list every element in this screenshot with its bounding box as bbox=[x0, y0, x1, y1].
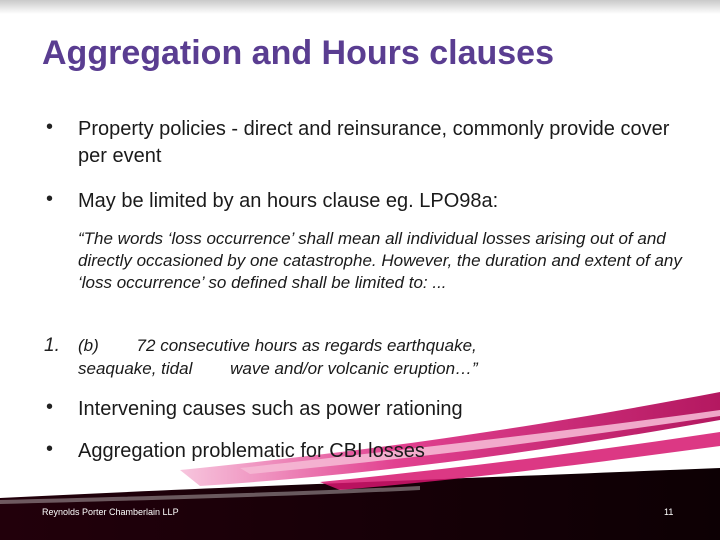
bullet-marker: • bbox=[46, 116, 54, 138]
bullet-text: Aggregation problematic for CBI losses bbox=[78, 440, 425, 462]
footer-firm-name: Reynolds Porter Chamberlain LLP bbox=[42, 507, 179, 517]
hours-clause-quote: “The words ‘loss occurrence’ shall mean all individual losses arising out of and directly occasioned by one catastrophe. However, the duration and extent of any ‘loss occurrence’ so defined shall be limited to: ... bbox=[78, 229, 682, 292]
numbered-line-2: seaquake, tidal wave and/or volcanic eruption…” bbox=[78, 359, 478, 378]
bullet-text: Property policies - direct and reinsurance, commonly provide cover per event bbox=[78, 118, 670, 167]
bullet-text: May be limited by an hours clause eg. LPO98a: bbox=[78, 190, 499, 212]
bullet-marker: • bbox=[46, 396, 54, 418]
slide-title: Aggregation and Hours clauses bbox=[42, 34, 554, 72]
page-number: 11 bbox=[664, 507, 674, 517]
numbered-marker: 1. bbox=[44, 335, 60, 356]
bullet-text: Intervening causes such as power rationing bbox=[78, 398, 463, 420]
bullet-marker: • bbox=[46, 438, 54, 460]
bullet-marker: • bbox=[46, 188, 54, 210]
numbered-line-1: (b) 72 consecutive hours as regards earthquake, bbox=[78, 336, 477, 355]
top-shade bbox=[0, 0, 720, 14]
